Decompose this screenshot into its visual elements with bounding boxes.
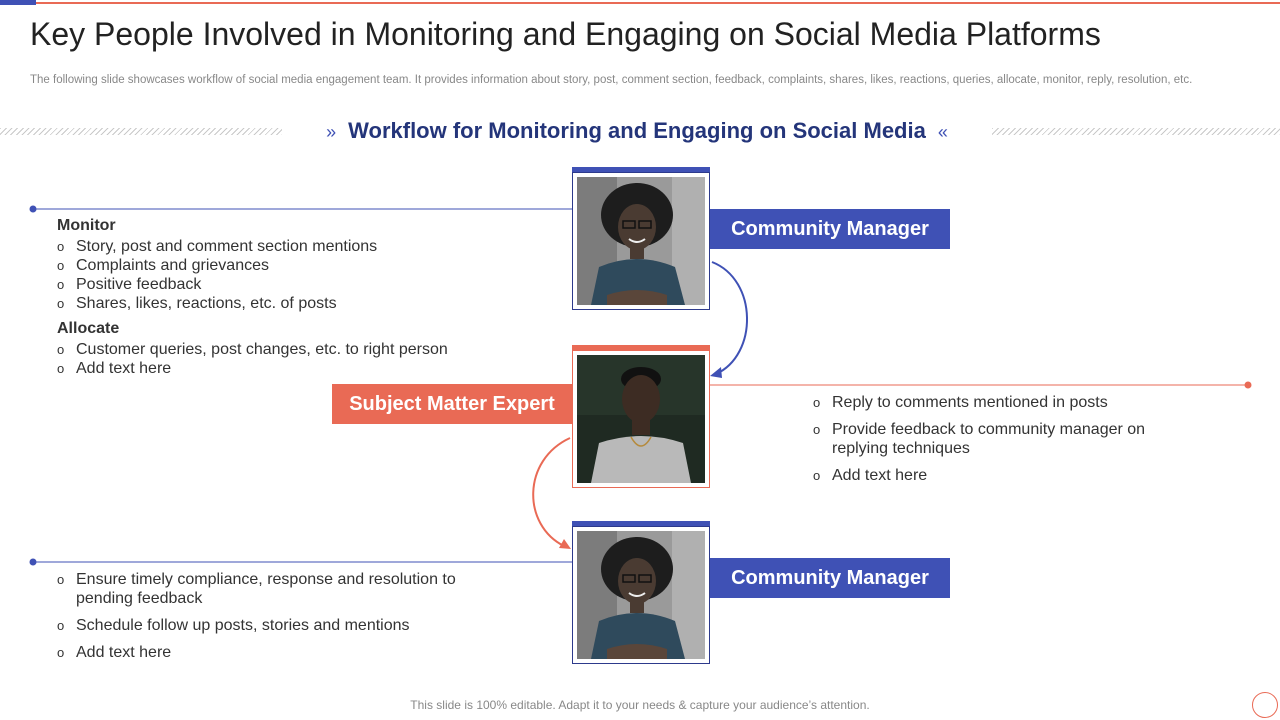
section-heading-text: Workflow for Monitoring and Engaging on Social Media bbox=[348, 118, 926, 143]
bullet-circle-icon: o bbox=[57, 572, 65, 587]
list-item: o Positive feedback bbox=[57, 276, 202, 293]
expert-tasks-text bbox=[813, 393, 1173, 485]
bullet-circle-icon: o bbox=[813, 422, 821, 437]
monitor-allocate-text bbox=[57, 217, 557, 378]
list-item: o Provide feedback to community manager on replying techniques bbox=[813, 421, 1146, 457]
resolution-list bbox=[57, 570, 477, 662]
bullet-circle-icon: o bbox=[57, 239, 65, 254]
connector-line-top bbox=[30, 206, 573, 213]
list-item: o Customer queries, post changes, etc. to right person bbox=[57, 341, 448, 358]
list-item: o Ensure timely compliance, response and resolution to pending feedback bbox=[57, 571, 456, 607]
allocate-heading: Allocate bbox=[57, 320, 120, 337]
monitor-list bbox=[57, 237, 557, 313]
role-badge-subject-matter-expert: Subject Matter Expert bbox=[332, 384, 572, 424]
bullet-circle-icon: o bbox=[813, 468, 821, 483]
slide-footer-note: This slide is 100% editable. Adapt it to your needs & capture your audience’s attention. bbox=[410, 698, 870, 712]
connector-line-bottom bbox=[30, 559, 573, 566]
slide-subtitle: The following slide showcases workflow of social media engagement team. It provides information about story, post, comment section, feedback, complaints, shares, likes, reactions, queries, allocate, monitor, reply, resolution, etc. bbox=[30, 74, 1193, 86]
list-item: o Schedule follow up posts, stories and mentions bbox=[57, 617, 410, 634]
community-manager-photo-bottom bbox=[572, 526, 710, 664]
subject-matter-expert-photo bbox=[572, 350, 710, 488]
list-item: o Add text here bbox=[813, 467, 928, 484]
woman-portrait-image bbox=[577, 177, 705, 305]
bullet-circle-icon: o bbox=[813, 395, 821, 410]
woman-portrait-image bbox=[577, 531, 705, 659]
connector-line-middle bbox=[710, 382, 1252, 389]
community-manager-photo-top bbox=[572, 172, 710, 310]
allocate-list bbox=[57, 340, 557, 378]
resolution-tasks-text bbox=[57, 570, 477, 662]
curved-arrow-blue bbox=[710, 262, 747, 378]
bullet-circle-icon: o bbox=[57, 342, 65, 357]
bullet-circle-icon: o bbox=[57, 277, 65, 292]
slide-title: Key People Involved in Monitoring and Engaging on Social Media Platforms bbox=[30, 16, 1101, 52]
expert-list bbox=[813, 393, 1173, 485]
double-chevron-right-icon: » bbox=[326, 122, 337, 142]
list-item: o Add text here bbox=[57, 360, 172, 377]
bullet-circle-icon: o bbox=[57, 361, 65, 376]
curved-arrow-red bbox=[533, 438, 571, 549]
list-item: o Shares, likes, reactions, etc. of posts bbox=[57, 295, 337, 312]
photo-cap-bottom bbox=[572, 521, 710, 526]
list-item: o Story, post and comment section mentions bbox=[57, 238, 378, 255]
bullet-circle-icon: o bbox=[57, 258, 65, 273]
list-item: o Complaints and grievances bbox=[57, 257, 269, 274]
man-portrait-image bbox=[577, 355, 705, 483]
list-item: o Reply to comments mentioned in posts bbox=[813, 394, 1108, 411]
double-chevron-left-icon: « bbox=[937, 122, 948, 142]
bullet-circle-icon: o bbox=[57, 645, 65, 660]
role-badge-community-manager-bottom: Community Manager bbox=[710, 558, 950, 598]
list-item: o Add text here bbox=[57, 644, 172, 661]
corner-circle-button[interactable] bbox=[1252, 692, 1278, 718]
photo-cap-middle bbox=[572, 345, 710, 350]
monitor-heading: Monitor bbox=[57, 217, 116, 234]
bullet-circle-icon: o bbox=[57, 296, 65, 311]
photo-cap-top bbox=[572, 167, 710, 172]
bullet-circle-icon: o bbox=[57, 618, 65, 633]
role-badge-community-manager-top: Community Manager bbox=[710, 209, 950, 249]
